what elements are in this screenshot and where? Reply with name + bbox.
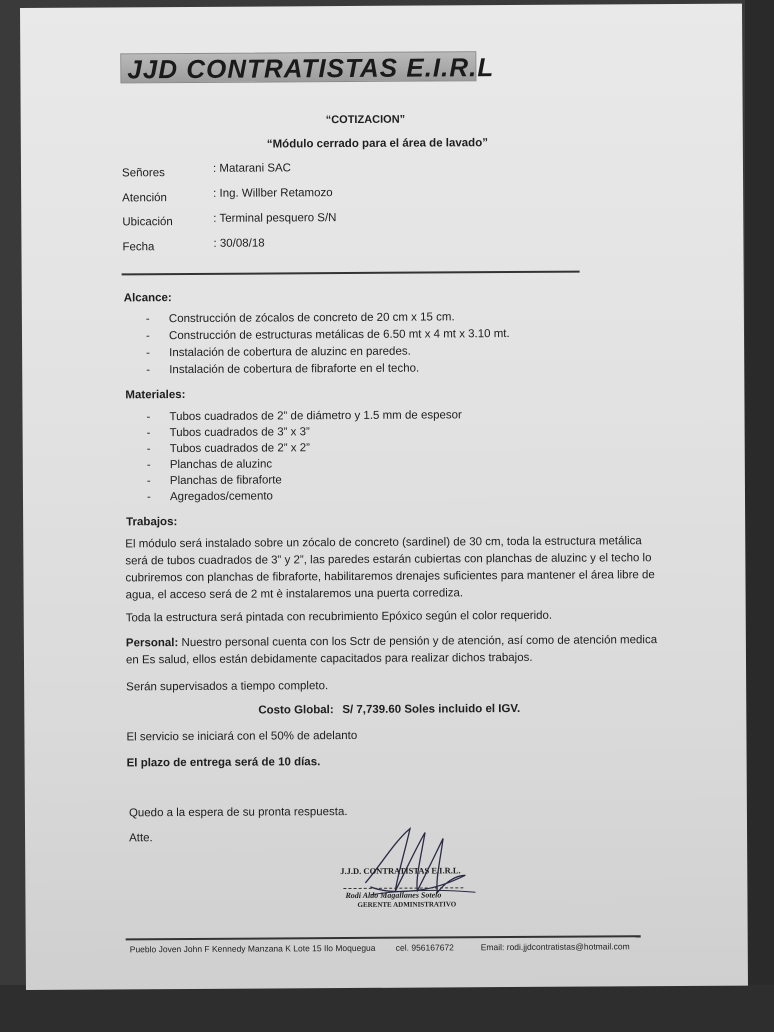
background-bottom [0,985,774,1032]
materiales-item: - Agregados/cemento [146,490,273,504]
info-label-fecha: Fecha [122,241,155,254]
doc-type-title: “COTIZACION” [325,113,406,127]
stamp-name: Rodi Aldo Magallanes Sotelo [345,890,442,901]
trabajos-pintura: Toda la estructura será pintada con recubrimiento Epóxico según el color requerido. [125,609,553,625]
closing-atte: Atte. [129,832,153,845]
supervision-text: Serán supervisados a tiempo completo. [126,680,329,694]
trabajos-line: será de tubos cuadrados de 3” y 2”, las paredes estarán cubiertas con planchas de aluzinc y el techo lo [125,552,652,568]
info-label-senores: Señores [121,167,165,180]
closing-espera: Quedo a la espera de su pronta respuesta. [128,806,348,820]
personal-line1: Personal: Nuestro personal cuenta con los Sctr de pensión y de atención, así como de atención medica [125,634,658,650]
alcance-item: - Instalación de cobertura de fibraforte en el techo. [146,362,420,377]
alcance-title: Alcance: [123,292,172,305]
personal-line2: en Es salud, ellos están debidamente capacitados para realizar dichos trabajos. [125,651,533,667]
trabajos-line: El módulo será instalado sobre un zócalo de concreto (sardinel) de 30 cm, toda la estructura metálica [125,535,642,551]
inicio-text: El servicio se iniciará con el 50% de adelanto [126,729,358,744]
info-value-senores: : Matarani SAC [212,162,292,175]
costo-value: S/ 7,739.60 Soles incluido el IGV. [342,702,521,717]
info-value-fecha: : 30/08/18 [213,237,265,250]
doc-subject: “Módulo cerrado para el área de lavado” [266,137,489,151]
info-label-atencion: Atención [122,192,167,205]
materiales-item: - Planchas de aluzinc [146,458,273,472]
materiales-item: - Tubos cuadrados de 2” de diámetro y 1.5 mm de espesor [146,409,462,424]
document-page [20,4,748,990]
materiales-item: - Tubos cuadrados de 2” x 2” [146,442,310,456]
info-value-ubicacion: : Terminal pesquero S/N [213,212,337,225]
info-label-ubicacion: Ubicación [122,216,173,229]
alcance-item: - Construcción de zócalos de concreto de 20 cm x 15 cm. [145,311,455,326]
trabajos-title: Trabajos: [126,516,178,529]
trabajos-line: agua, el acceso será de 2 mt è instalaremos una puerta corrediza. [125,587,464,602]
personal-label: Personal: [125,637,179,650]
trabajos-line: cubriremos con planchas de fibraforte, habilitaremos drenajes suficientes para mantener el área libre de [125,569,655,585]
header-divider [122,271,580,276]
footer-divider [126,935,641,940]
background-right [745,0,774,1032]
materiales-title: Materiales: [125,388,186,402]
footer-address: Pueblo Joven John F Kennedy Manzana K Lote 15 Ilo Moquegua [129,942,376,955]
materiales-item: - Planchas de fibraforte [146,474,282,488]
plazo-text: El plazo de entrega será de 10 días. [126,756,321,770]
costo-label: Costo Global: [258,704,334,717]
company-logo: JJD CONTRATISTAS E.I.R.L [120,51,476,83]
alcance-item: - Construcción de estructuras metálicas de 6.50 mt x 4 mt x 3.10 mt. [145,328,510,343]
stamp-company: J.J.D. CONTRATISTAS E.I.R.L. [340,865,461,877]
signature-stamp [325,820,526,931]
footer-email[interactable]: Email: rodi.jjdcontratistas@hotmail.com [480,941,630,953]
materiales-item: - Tubos cuadrados de 3” x 3” [146,426,310,440]
stamp-title: GERENTE ADMINISTRATIVO [357,900,457,909]
info-value-atencion: : Ing. Willber Retamozo [213,187,333,200]
alcance-item: - Instalación de cobertura de aluzinc en paredes. [146,345,411,360]
footer-phone: cel. 956167672 [395,942,454,953]
